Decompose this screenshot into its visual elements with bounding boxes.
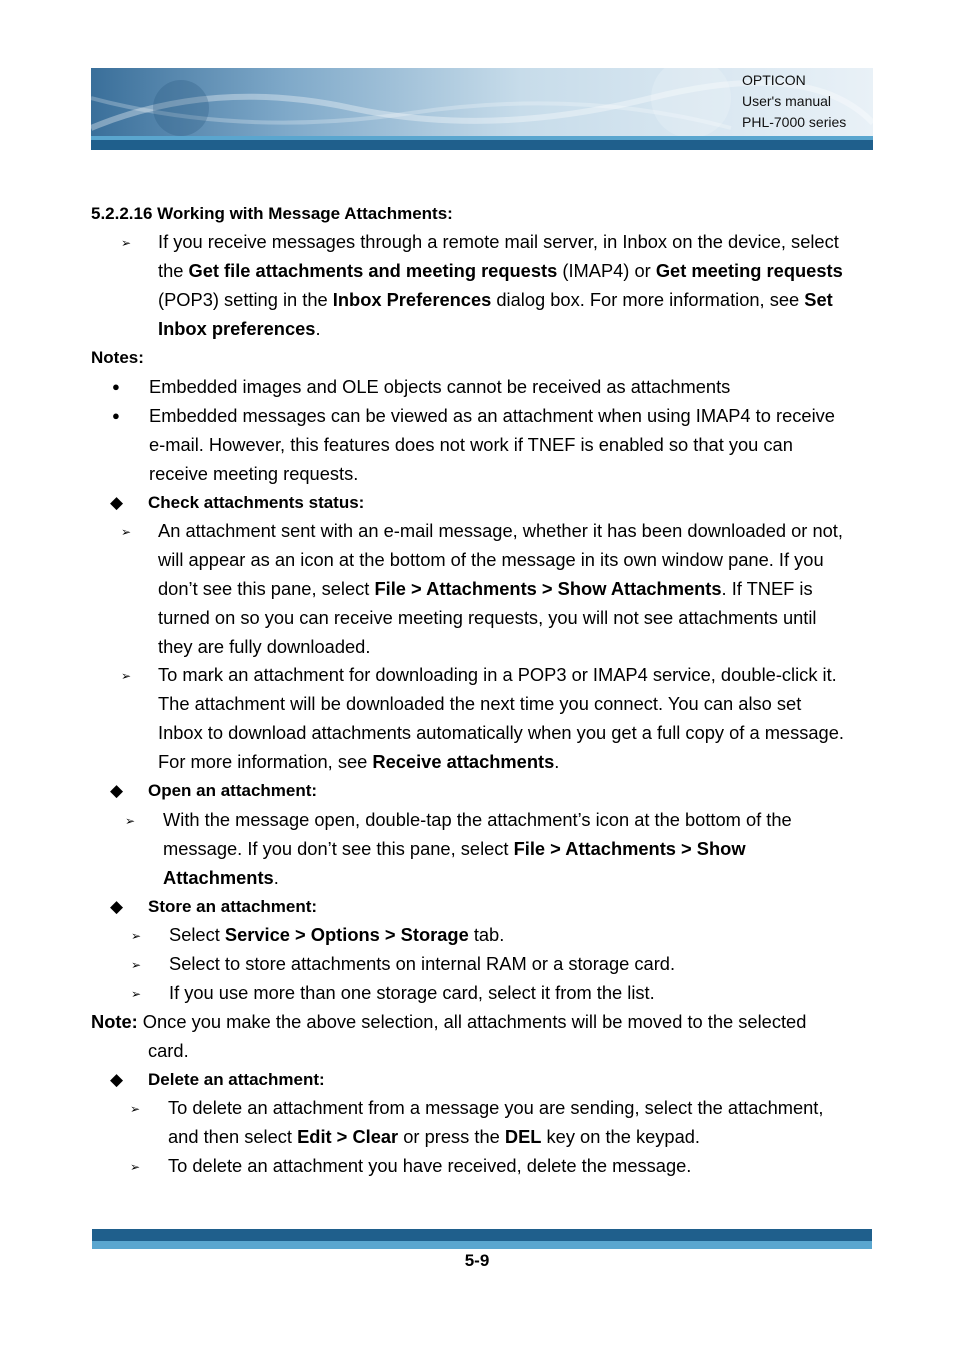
notes-label: Notes: [91, 348, 144, 367]
open-line-3: Attachments. [163, 867, 279, 888]
page-number: 5-9 [464, 1251, 490, 1270]
check-p1-line-5: they are fully downloaded. [158, 636, 371, 657]
diamond-bullet-icon: ◆ [110, 781, 124, 800]
section-title: 5.2.2.16 Working with Message Attachments: [91, 204, 453, 223]
header-company: OPTICON [742, 72, 806, 88]
round-bullet-icon: ● [112, 408, 120, 423]
check-p1-line-2: will appear as an icon at the bottom of the message in its own window pane. If you [158, 549, 824, 570]
delete-step-1-line-2: and then select Edit > Clear or press the DEL key on the keypad. [168, 1126, 700, 1147]
note-2-line-3: receive meeting requests. [149, 463, 359, 484]
store-heading: Store an attachment: [148, 897, 318, 916]
header-doc-type: User's manual [742, 93, 832, 109]
delete-heading: Delete an attachment: [148, 1070, 325, 1089]
note-2-line-1: Embedded messages can be viewed as an attachment when using IMAP4 to receive [149, 405, 835, 426]
arrow-bullet-icon: ➢ [131, 987, 142, 1001]
arrow-bullet-icon: ➢ [131, 958, 142, 972]
check-p2-line-1: To mark an attachment for downloading in a POP3 or IMAP4 service, double-click it. [158, 664, 837, 685]
store-note-line-2: card. [148, 1040, 189, 1061]
arrow-bullet-icon: ➢ [121, 236, 132, 250]
arrow-bullet-icon: ➢ [130, 1160, 141, 1174]
arrow-bullet-icon: ➢ [131, 929, 142, 943]
store-step-2: Select to store attachments on internal RAM or a storage card. [169, 953, 676, 974]
footer-bar [92, 1229, 872, 1249]
round-bullet-icon: ● [112, 379, 120, 394]
store-note-line-1: Note: Once you make the above selection, all attachments will be moved to the selected [91, 1011, 807, 1032]
check-p1-line-4: turned on so you can receive meeting requests, you will not see attachments until [158, 607, 817, 628]
delete-step-1-line-1: To delete an attachment from a message you are sending, select the attachment, [168, 1097, 824, 1118]
open-line-2: message. If you don’t see this pane, select File > Attachments > Show [163, 838, 746, 859]
diamond-bullet-icon: ◆ [110, 493, 124, 512]
intro-line-2: the Get file attachments and meeting requests (IMAP4) or Get meeting requests [158, 260, 843, 281]
open-heading: Open an attachment: [148, 781, 318, 800]
store-step-3: If you use more than one storage card, select it from the list. [169, 982, 655, 1003]
check-p1-line-1: An attachment sent with an e-mail message, whether it has been downloaded or not, [158, 520, 843, 541]
diamond-bullet-icon: ◆ [110, 1070, 124, 1089]
intro-line-4: Inbox preferences. [158, 318, 321, 339]
open-line-1: With the message open, double-tap the attachment’s icon at the bottom of the [163, 809, 792, 830]
note-1: Embedded images and OLE objects cannot be received as attachments [149, 376, 731, 397]
header-text [742, 70, 872, 133]
check-p2-line-3: Inbox to download attachments automatically when you get a full copy of a message. [158, 722, 844, 743]
check-p2-line-2: The attachment will be downloaded the next time you connect. You can also set [158, 693, 802, 714]
intro-line-1: If you receive messages through a remote mail server, in Inbox on the device, select [158, 231, 839, 252]
intro-line-3: (POP3) setting in the Inbox Preferences dialog box. For more information, see Set [158, 289, 833, 310]
arrow-bullet-icon: ➢ [130, 1102, 141, 1116]
arrow-bullet-icon: ➢ [125, 814, 136, 828]
check-p1-line-3: don’t see this pane, select File > Attachments > Show Attachments. If TNEF is [158, 578, 813, 599]
arrow-bullet-icon: ➢ [121, 525, 132, 539]
header-model: PHL-7000 series [742, 114, 847, 130]
diamond-bullet-icon: ◆ [110, 897, 124, 916]
arrow-bullet-icon: ➢ [121, 669, 132, 683]
delete-step-2: To delete an attachment you have received, delete the message. [168, 1155, 692, 1176]
note-2-line-2: e-mail. However, this features does not work if TNEF is enabled so that you can [149, 434, 793, 455]
store-step-1: Select Service > Options > Storage tab. [169, 924, 505, 945]
check-p2-line-4: For more information, see Receive attachments. [158, 751, 560, 772]
check-heading: Check attachments status: [148, 493, 365, 512]
